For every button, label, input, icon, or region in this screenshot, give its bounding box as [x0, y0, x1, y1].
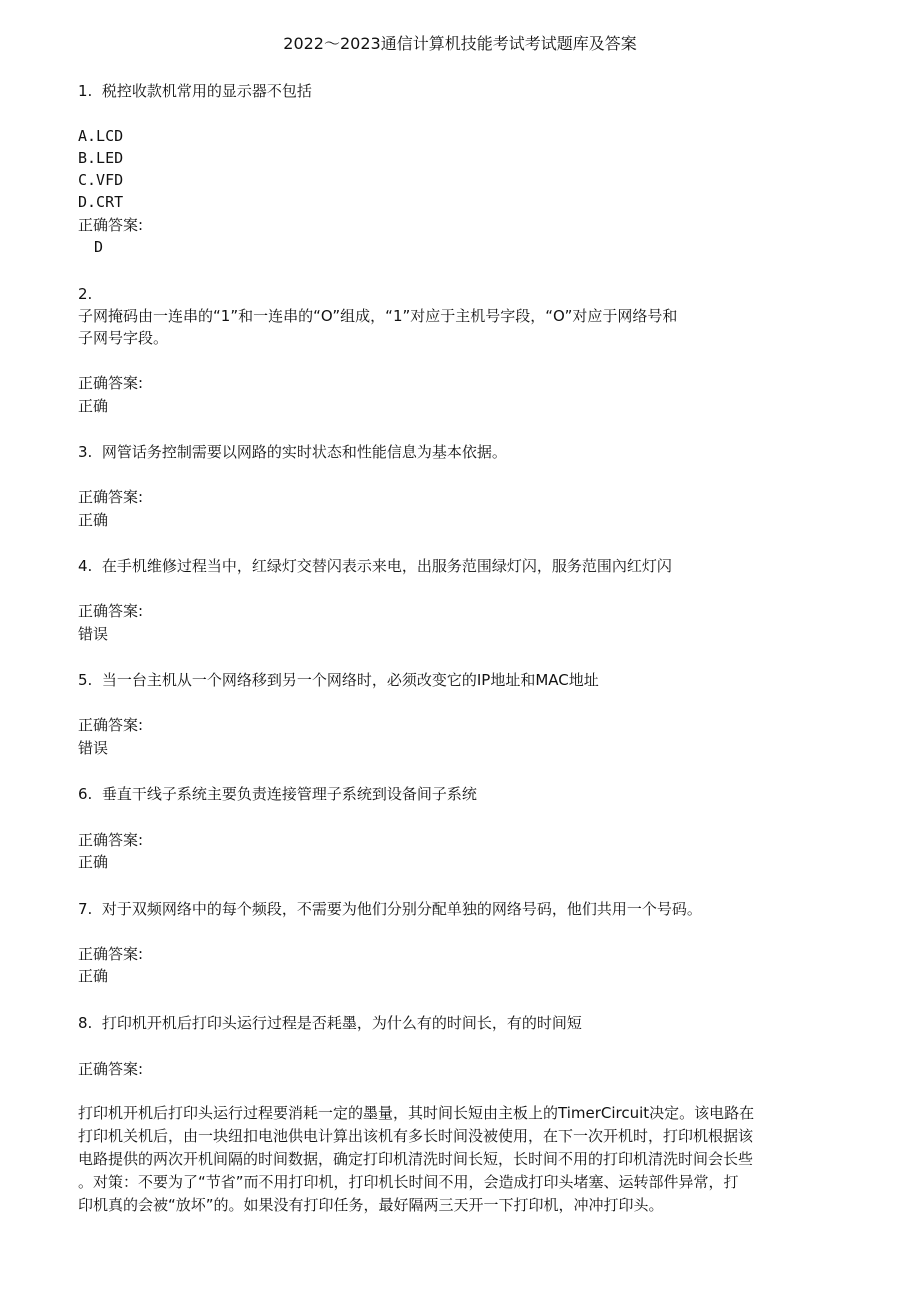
answer-paragraph-line-1: 打印机开机后打印头运行过程要消耗一定的墨量，其时间长短由主板上的TimerCircuit决定。该电路在 — [78, 1104, 755, 1122]
answer-paragraph-line-5: 印机真的会被“放坏”的。如果没有打印任务，最好隔两三天开一下打印机，冲冲打印头。 — [78, 1196, 664, 1214]
question-text: 当一台主机从一个网络移到另一个网络时，必须改变它的IP地址和MAC地址 — [101, 671, 599, 689]
question-text: 税控收款机常用的显示器不包括 — [101, 82, 312, 100]
answer-label: 正确答案: — [78, 216, 144, 234]
answer-value: 正确 — [78, 967, 109, 985]
question-number: 4. — [78, 557, 93, 575]
answer-value: 正确 — [78, 853, 109, 871]
option-b: B.LED — [78, 149, 124, 167]
question-7 — [78, 898, 848, 920]
answer-label: 正确答案: — [78, 488, 144, 506]
question-2-text-line-2: 子网号字段。 — [78, 329, 169, 347]
answer-label: 正确答案: — [78, 831, 144, 849]
option-c: C.VFD — [78, 171, 124, 189]
answer-label: 正确答案: — [78, 945, 144, 963]
question-number: 6. — [78, 785, 93, 803]
question-4 — [78, 555, 848, 577]
question-text: 对于双频网络中的每个频段，不需要为他们分别分配单独的网络号码，他们共用一个号码。 — [101, 900, 702, 918]
question-1 — [78, 80, 848, 102]
question-number: 8. — [78, 1014, 93, 1032]
answer-value: 错误 — [78, 625, 109, 643]
question-number: 5. — [78, 671, 93, 689]
question-6 — [78, 783, 848, 805]
answer-label: 正确答案: — [78, 374, 144, 392]
question-number: 1. — [78, 82, 93, 100]
answer-label: 正确答案: — [78, 602, 144, 620]
option-d: D.CRT — [78, 193, 124, 211]
option-a: A.LCD — [78, 127, 124, 145]
answer-value: 错误 — [78, 739, 109, 757]
answer-paragraph-line-3: 电路提供的两次开机间隔的时间数据，确定打印机清洗时间长短，长时间不用的打印机清洗时间会长些 — [78, 1150, 754, 1168]
question-text: 在手机维修过程当中，红绿灯交替闪表示来电，出服务范围绿灯闪，服务范围內红灯闪 — [101, 557, 672, 575]
answer-value: 正确 — [78, 511, 109, 529]
answer-paragraph-line-2: 打印机关机后，由一块纽扣电池供电计算出该机有多长时间没被使用，在下一次开机时，打印机根据该 — [78, 1127, 754, 1145]
question-8 — [78, 1012, 848, 1034]
question-number: 3. — [78, 443, 93, 461]
question-number: 7. — [78, 900, 93, 918]
answer-value: D — [94, 238, 104, 256]
page-title: 2022～2023通信计算机技能考试考试题库及答案 — [283, 34, 637, 53]
answer-value: 正确 — [78, 397, 109, 415]
question-text: 打印机开机后打印头运行过程是否耗墨，为什么有的时间长，有的时间短 — [101, 1014, 582, 1032]
answer-label: 正确答案: — [78, 716, 144, 734]
answer-label: 正确答案: — [78, 1060, 144, 1078]
answer-paragraph-line-4: 。对策：不要为了“节省”而不用打印机，打印机长时间不用，会造成打印头堵塞、运转部件异常，打 — [78, 1173, 739, 1191]
question-3 — [78, 441, 848, 463]
question-5 — [78, 669, 848, 691]
question-2-text-line-1: 子网掩码由一连串的“1”和一连串的“O”组成，“1”对应于主机号字段，“O”对应于网络号和 — [78, 307, 678, 325]
question-text: 垂直干线子系统主要负责连接管理子系统到设备间子系统 — [101, 785, 477, 803]
question-2-number: 2. — [78, 285, 93, 303]
question-text: 网管话务控制需要以网路的实时状态和性能信息为基本依据。 — [101, 443, 507, 461]
